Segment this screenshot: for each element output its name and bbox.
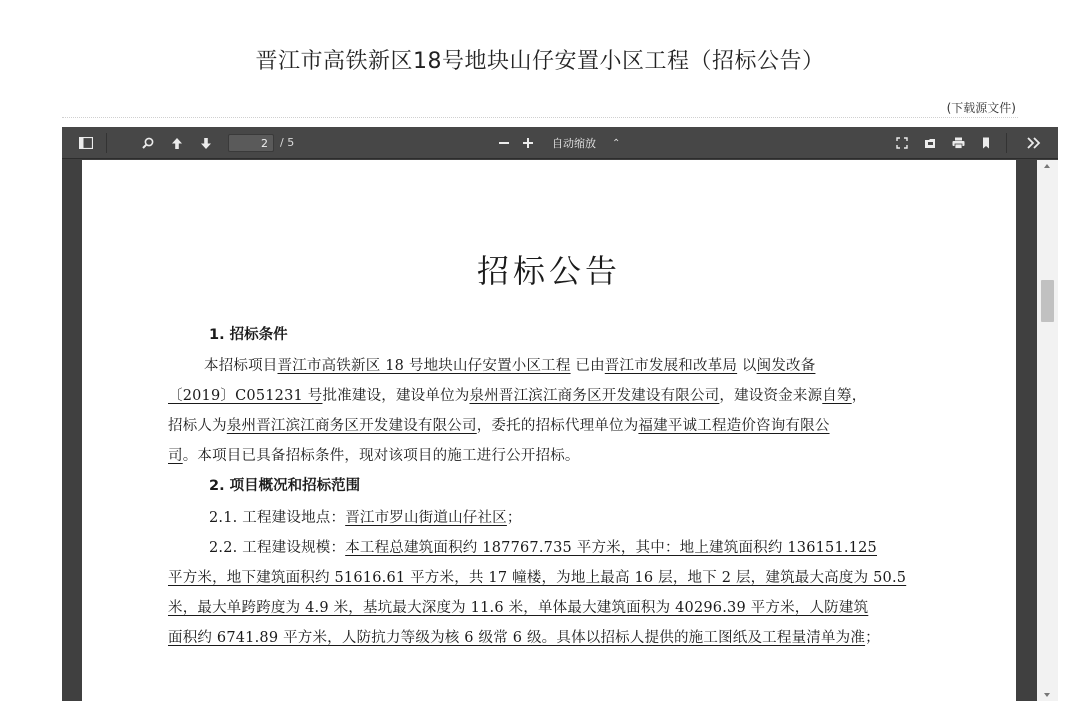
document-area <box>62 160 1058 701</box>
presentation-mode-icon[interactable] <box>892 133 912 153</box>
paragraph-line: 招标人为泉州晋江滨江商务区开发建设有限公司，委托的招标代理单位为福建平诚工程造价咨询有限公 <box>168 418 830 434</box>
bookmark-icon[interactable] <box>976 133 996 153</box>
zoom-select[interactable] <box>544 134 630 152</box>
download-source-link[interactable]: (下载源文件) <box>946 101 1016 115</box>
paragraph-line: 2.2. 工程建设规模：本工程总建筑面积约 187767.735 平方米，其中：地上建筑面积约 136151.125 <box>209 540 877 556</box>
divider <box>62 117 1018 118</box>
paragraph-line: 2.1. 工程建设地点：晋江市罗山街道山仔社区； <box>209 510 522 526</box>
search-icon[interactable] <box>138 133 158 153</box>
paragraph-line: 平方米，地下建筑面积约 51616.61 平方米，共 17 幢楼，为地上最高 16 层，地下 2 层，建筑最大高度为 50.5 <box>168 570 907 586</box>
page-total: / 5 <box>280 136 295 149</box>
section-title: 1. 招标条件 <box>209 327 288 343</box>
toolbar-divider <box>106 133 107 153</box>
paragraph-line: 面积约 6741.89 平方米，人防抗力等级为核 6 级常 6 级。具体以招标人提供的施工图纸及工程量清单为准； <box>168 630 880 646</box>
next-page-icon[interactable] <box>196 133 216 153</box>
paragraph-line: 本招标项目晋江市高铁新区 18 号地块山仔安置小区工程 已由晋江市发展和改革局 以闽发改备 <box>204 358 816 374</box>
scroll-thumb[interactable] <box>1041 280 1054 322</box>
chevron-updown-icon: ⌃ <box>612 137 621 149</box>
page-number-input[interactable] <box>228 134 274 152</box>
viewer-toolbar <box>62 127 1058 159</box>
document-heading: 招标公告 <box>476 252 621 290</box>
tools-menu-icon[interactable] <box>1024 133 1044 153</box>
paragraph-line: 〔2019〕C051231 号批准建设，建设单位为泉州晋江滨江商务区开发建设有限公司，建设资金来源自筹， <box>168 388 867 404</box>
previous-page-icon[interactable] <box>167 133 187 153</box>
zoom-in-icon[interactable] <box>518 133 538 153</box>
document-page <box>82 160 1016 701</box>
vertical-scrollbar[interactable] <box>1037 160 1058 701</box>
toolbar-divider <box>1006 133 1007 153</box>
section-title: 2. 项目概况和招标范围 <box>209 478 361 494</box>
scroll-up-arrow-icon[interactable] <box>1044 164 1050 168</box>
zoom-out-icon[interactable] <box>494 133 514 153</box>
print-icon[interactable] <box>948 133 968 153</box>
page-title: 晋江市高铁新区18号地块山仔安置小区工程（招标公告） <box>255 49 825 74</box>
paragraph-line: 司。本项目已具备招标条件，现对该项目的施工进行公开招标。 <box>168 448 580 464</box>
open-file-icon[interactable] <box>920 133 940 153</box>
paragraph-line: 米，最大单跨跨度为 4.9 米，基坑最大深度为 11.6 米，单体最大建筑面积为 40296.39 平方米，人防建筑 <box>168 600 869 616</box>
zoom-select-value: 自动缩放 <box>552 137 596 150</box>
scroll-down-arrow-icon[interactable] <box>1044 693 1050 697</box>
pdf-viewer <box>62 127 1058 701</box>
sidebar-toggle-icon[interactable] <box>76 133 96 153</box>
